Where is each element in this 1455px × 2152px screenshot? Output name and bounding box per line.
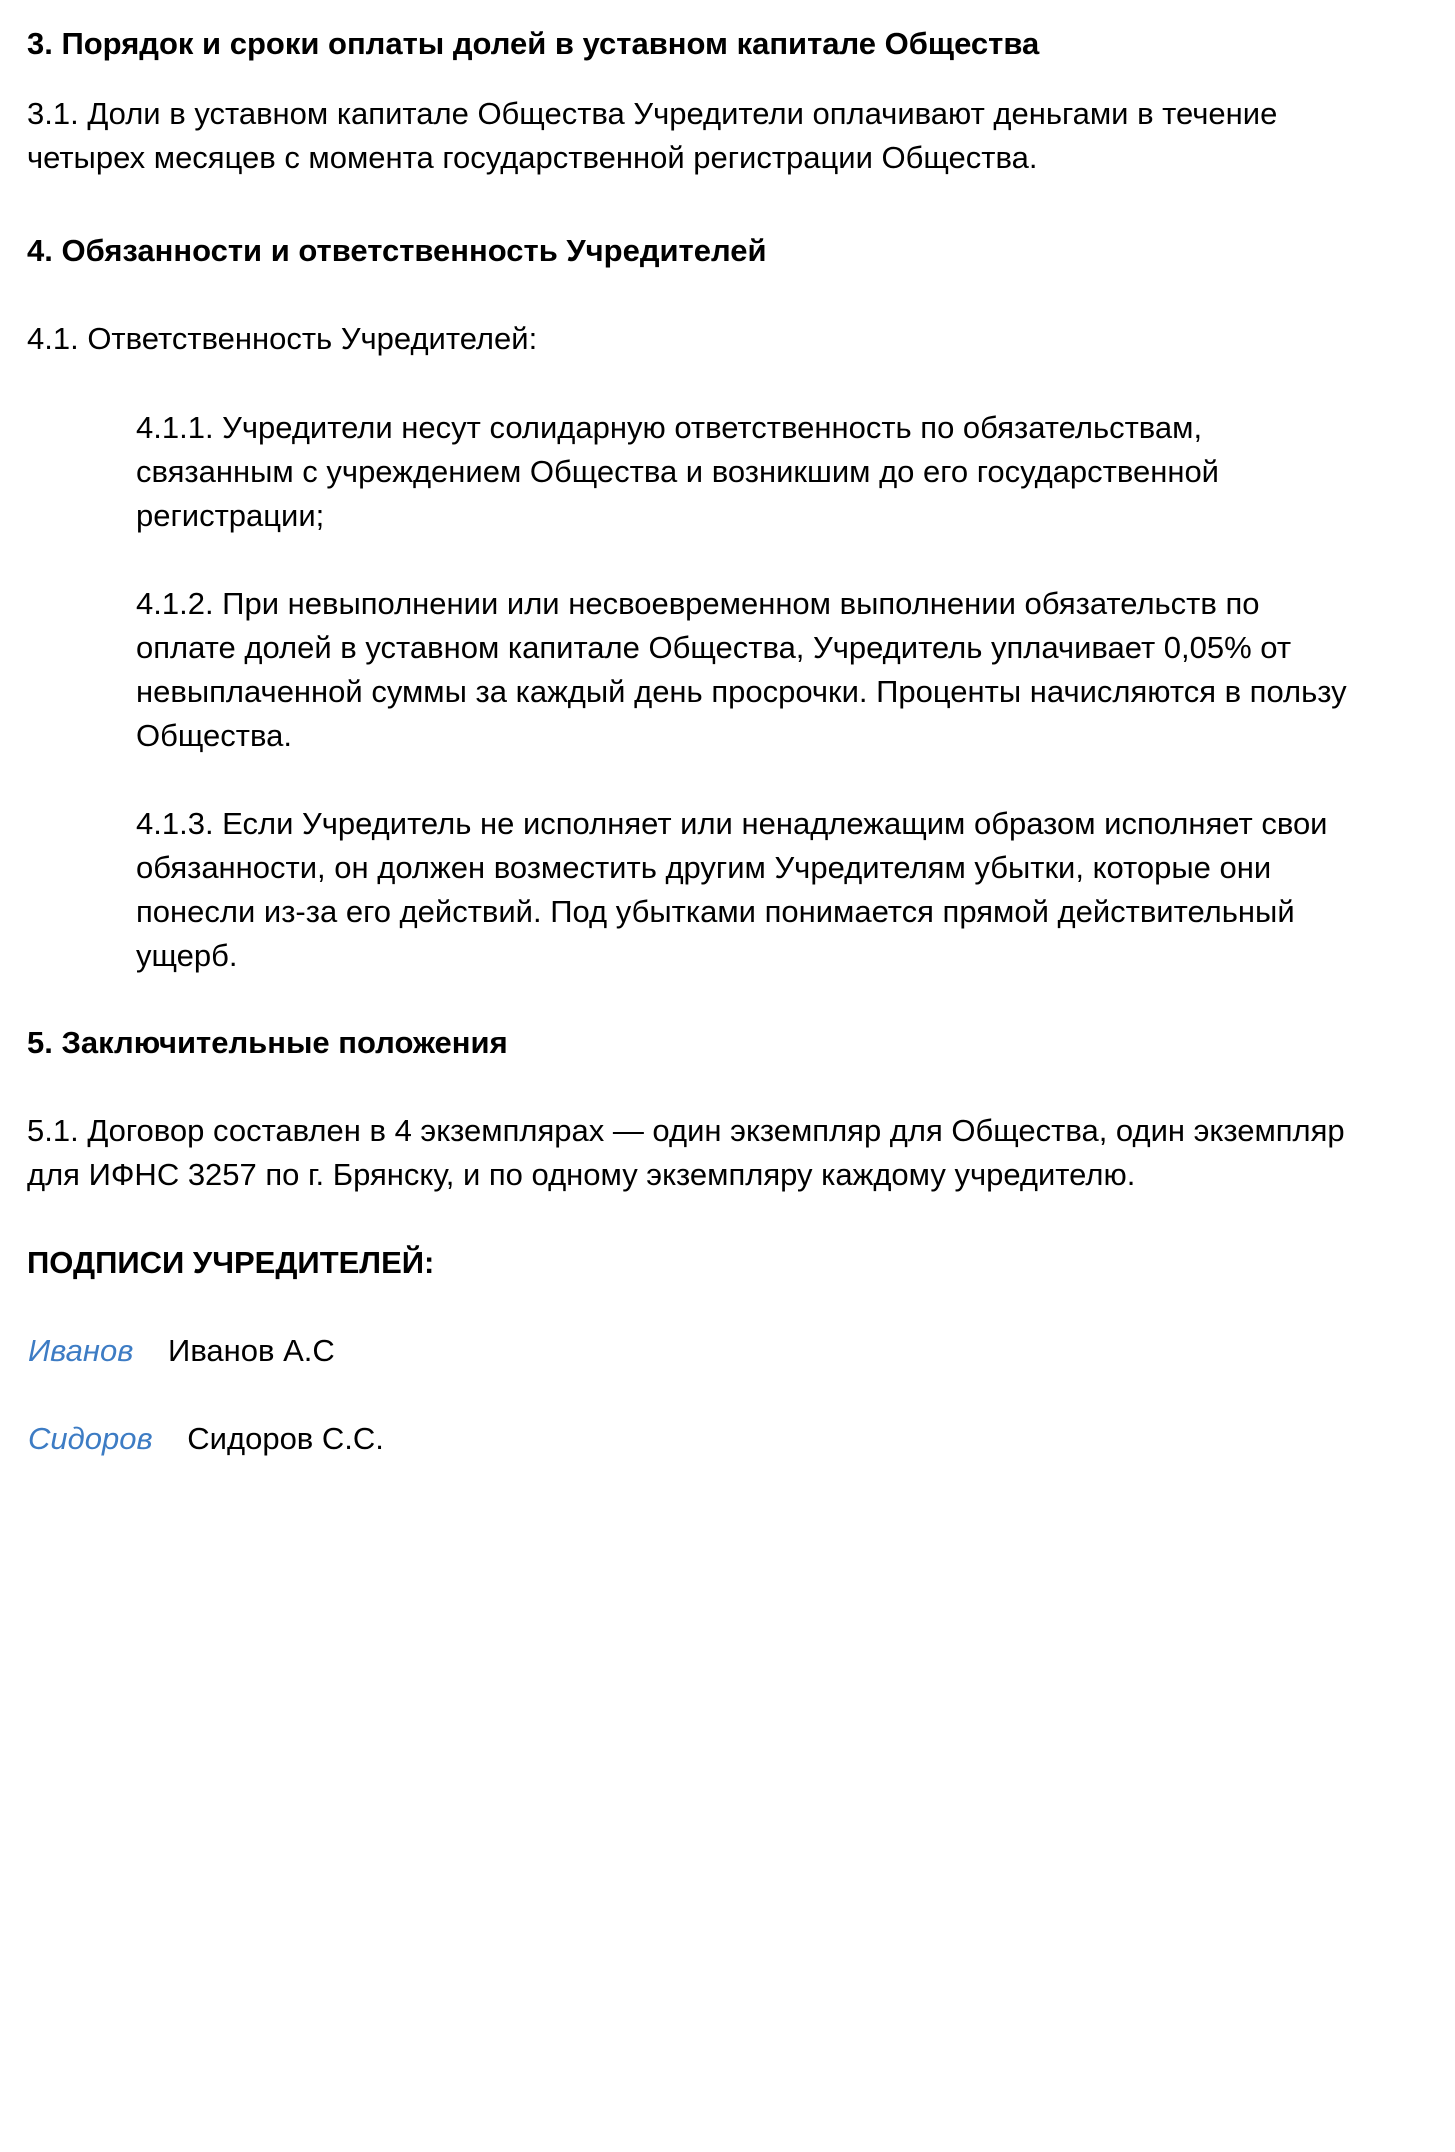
paragraph-line: 5.1. Договор составлен в 4 экземплярах — один экземпляр для Общества, один экземпляр bbox=[27, 1113, 1345, 1148]
paragraph-4-1-2 bbox=[136, 582, 1436, 758]
handwritten-signature: Иванов bbox=[28, 1333, 134, 1368]
paragraph-4-1-1 bbox=[136, 406, 1436, 538]
signer-name: Иванов А.С bbox=[168, 1333, 335, 1368]
paragraph-4-1-3 bbox=[136, 802, 1436, 978]
signer-name: Сидоров С.С. bbox=[187, 1421, 384, 1456]
paragraph-line: понесли из-за его действий. Под убытками понимается прямой действительный bbox=[136, 894, 1295, 929]
paragraph-line: 3.1. Доли в уставном капитале Общества Учредители оплачивают деньгами в течение bbox=[27, 96, 1278, 131]
signature-row bbox=[28, 1329, 335, 1373]
paragraph-line: 4.1.2. При невыполнении или несвоевременном выполнении обязательств по bbox=[136, 586, 1260, 621]
signature-row bbox=[28, 1417, 384, 1461]
section-4-heading: 4. Обязанности и ответственность Учредителей bbox=[27, 233, 767, 268]
paragraph-3-1 bbox=[27, 92, 1447, 180]
paragraph-line: Общества. bbox=[136, 718, 292, 753]
paragraph-4-1: 4.1. Ответственность Учредителей: bbox=[27, 321, 538, 356]
paragraph-line: 4.1.1. Учредители несут солидарную ответственность по обязательствам, bbox=[136, 410, 1203, 445]
handwritten-signature: Сидоров bbox=[28, 1421, 153, 1456]
section-3-heading: 3. Порядок и сроки оплаты долей в уставном капитале Общества bbox=[27, 26, 1040, 61]
paragraph-5-1 bbox=[27, 1109, 1447, 1197]
paragraph-line: обязанности, он должен возместить другим Учредителям убытки, которые они bbox=[136, 850, 1272, 885]
paragraph-line: оплате долей в уставном капитале Общества, Учредитель уплачивает 0,05% от bbox=[136, 630, 1292, 665]
paragraph-line: для ИФНС 3257 по г. Брянску, и по одному экземпляру каждому учредителю. bbox=[27, 1157, 1136, 1192]
paragraph-line: регистрации; bbox=[136, 498, 325, 533]
section-5-heading: 5. Заключительные положения bbox=[27, 1025, 508, 1060]
paragraph-line: 4.1.3. Если Учредитель не исполняет или ненадлежащим образом исполняет свои bbox=[136, 806, 1328, 841]
paragraph-line: ущерб. bbox=[136, 938, 238, 973]
signatures-heading: ПОДПИСИ УЧРЕДИТЕЛЕЙ: bbox=[27, 1245, 435, 1280]
paragraph-line: невыплаченной суммы за каждый день просрочки. Проценты начисляются в пользу bbox=[136, 674, 1347, 709]
paragraph-line: связанным с учреждением Общества и возникшим до его государственной bbox=[136, 454, 1220, 489]
paragraph-line: четырех месяцев с момента государственной регистрации Общества. bbox=[27, 140, 1038, 175]
